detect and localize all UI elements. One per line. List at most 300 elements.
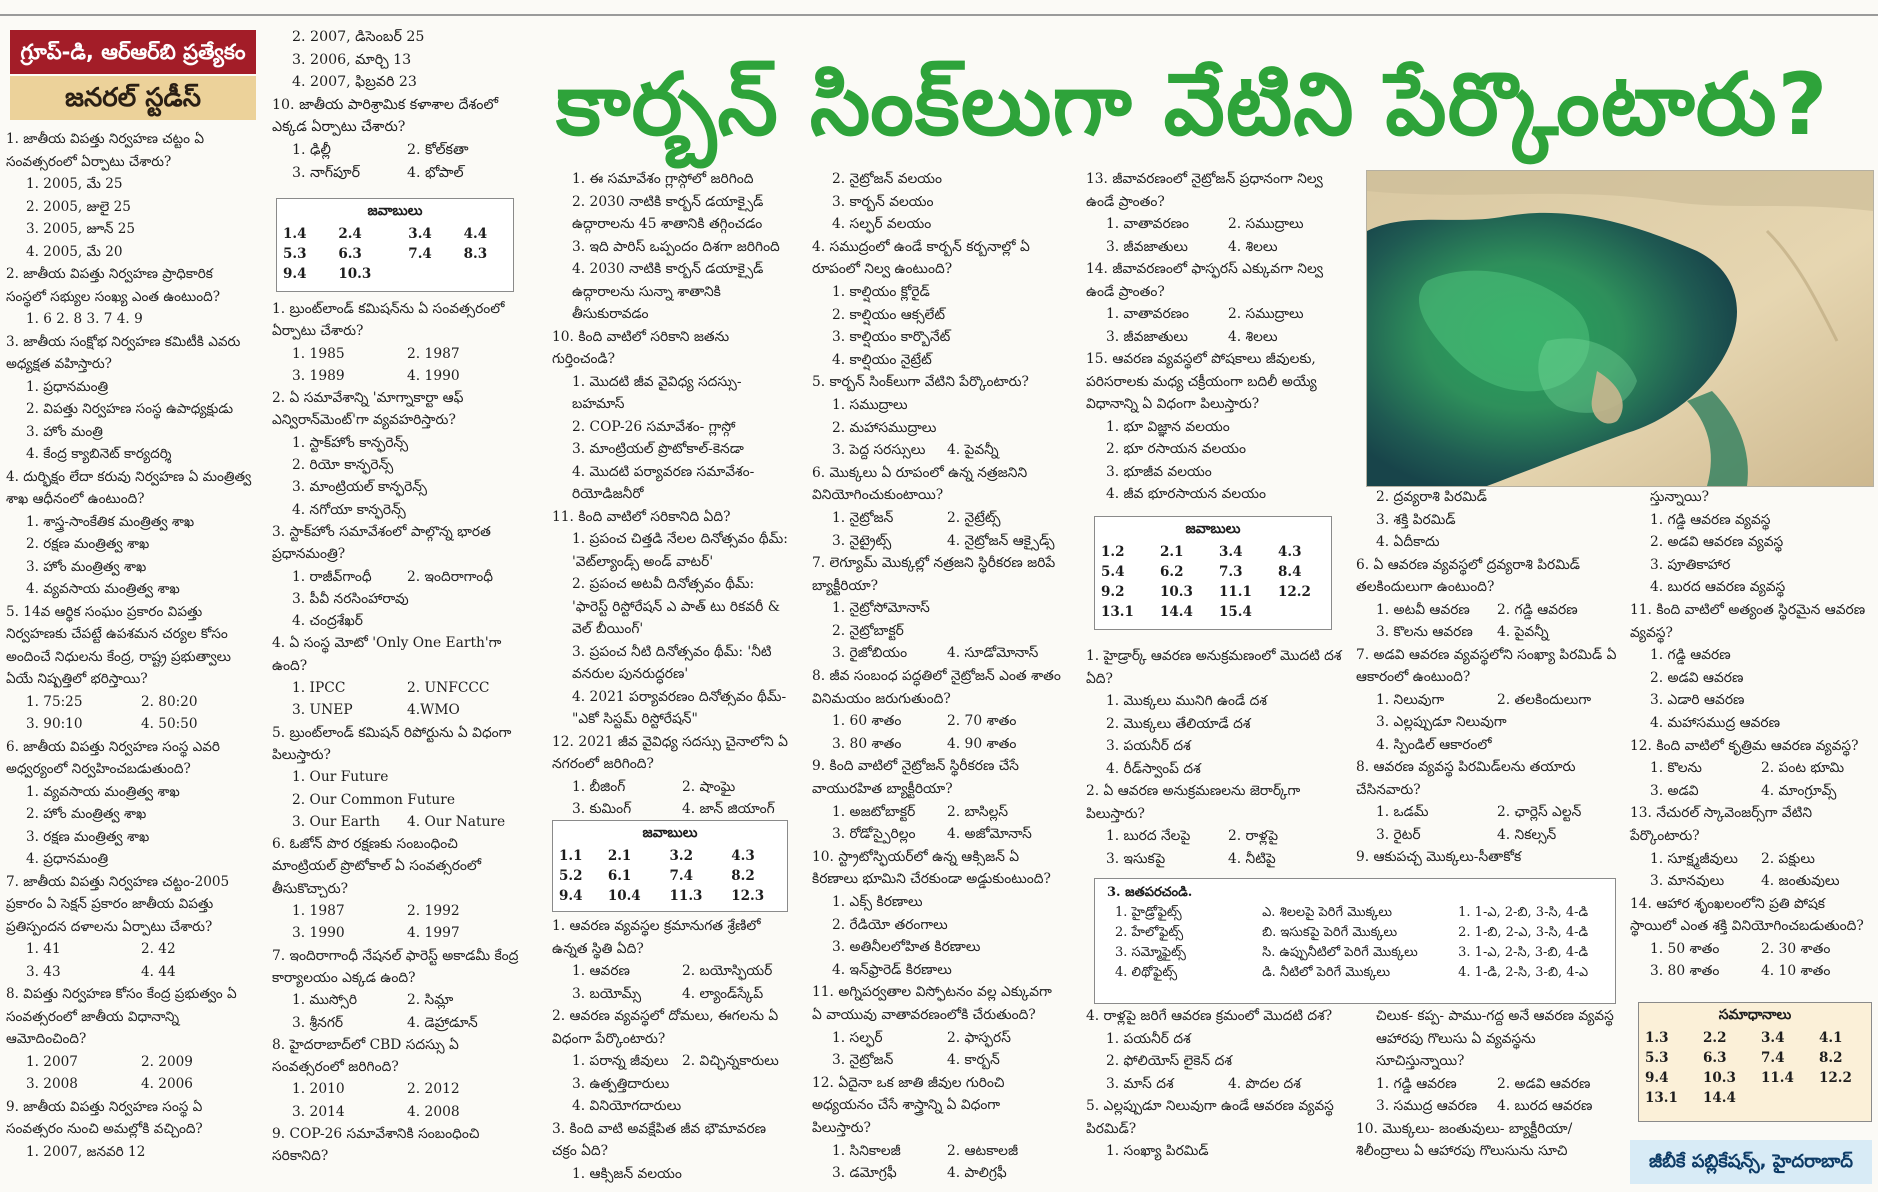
answers-title: జవాబులు (367, 203, 423, 219)
option-text: 3. కుమింగ్‌ (572, 801, 632, 817)
answers-box-2 (552, 820, 788, 912)
question-text: 2. జాతీయ విపత్తు నిర్వహణ ప్రాధికారిక సంస్థలో సభ్యుల సంఖ్య ఎంత ఉంటుంది? (6, 266, 221, 305)
match-item: సి. ఉప్పునీటిలో పెరిగే మొక్కలు (1262, 945, 1418, 960)
option-pair (1650, 757, 1872, 780)
question-text: 4. ఏ సంస్థ మోటో 'Only One Earth'గా ఉంది? (272, 635, 502, 674)
question-text: 6. మొక్కలు ఏ రూపంలో ఉన్న నత్రజనిని వినియోగించుకుంటాయి? (812, 464, 1028, 504)
option-text: 2. రేడియో తరంగాలు (832, 916, 948, 933)
question-text: 14. ఆహార శృంఖలంలోని ప్రతి పోషక స్థాయిలో ఎంత శక్తి వినియోగించబడుతుంది? (1630, 895, 1864, 935)
answer-cell: 4.1 (1819, 1030, 1843, 1046)
question-text: 13. జీవావరణంలో నైట్రోజన్‌ ప్రధానంగా నిల్వ ఉండే ప్రాంతం? (1086, 171, 1323, 210)
answer-cell: 6.1 (607, 868, 632, 884)
option-pair (292, 1078, 522, 1100)
option-text: 1. అజటోబాక్టర్‌ (832, 803, 916, 820)
option-text: 2. 70 శాతం (947, 713, 1017, 730)
answer-cell (1755, 1088, 1813, 1108)
question-text: 1. బ్రుంట్‌లాండ్‌ కమిషన్‌ను ఏ సంవత్సరంలో ఏర్పాటు చేశారు? (272, 301, 505, 340)
satellite-photo (1366, 170, 1874, 487)
option-text: 2. రాళ్లపై (1228, 828, 1279, 844)
option-pair (832, 439, 1062, 462)
column-3 (552, 168, 792, 821)
question-text: 7. ఇందిరాగాంధీ నేషనల్‌ ఫారెస్ట్‌ అకాడమీ కేంద్ర కార్యాలయం ఎక్కడ ఉంది? (272, 947, 519, 986)
answer-cell: 3.2 (669, 848, 694, 864)
question-text: 10. మొక్కలు- జంతువులు- బ్యాక్టీరియా/ శిలీంద్రాలు ఏ ఆహారపు గొలుసును సూచి (1356, 1120, 1573, 1159)
option-text: 4. జంతువులు (1761, 873, 1840, 890)
question-text: 10. జాతీయ పారిశ్రామిక కళాశాల దేశంలో ఎక్కడ ఏర్పాటు చేశారు? (272, 96, 499, 136)
answers-box-3 (1094, 516, 1332, 630)
answer-cell: 9.4 (1645, 1070, 1669, 1086)
option-text: 2. COP-26 సమావేశం- గ్లాస్గో (572, 418, 736, 435)
option-pair (292, 699, 522, 721)
match-item: 1. హైడ్రోఫైట్స్‌ (1115, 905, 1182, 920)
option-text: 3. 2006, మార్చి 13 (292, 51, 412, 68)
column-2-top (272, 26, 522, 184)
option-text: 1. ఈ సమావేశం గ్లాస్గోలో జరిగింది (572, 171, 754, 187)
option-text: 2. రక్షణ మంత్రిత్వ శాఖ (26, 536, 150, 552)
option-text: 3. 2005, జూన్‌ 25 (26, 221, 136, 237)
option-text: 2. గడ్డి ఆవరణ (1497, 601, 1578, 618)
option-text: 1. పయనీర్‌ దశ (1106, 1030, 1191, 1047)
option-text: 3. 80 శాతం (832, 735, 902, 752)
option-text: 4. అజోమోనాస్‌ (947, 826, 1032, 843)
option-text: 4. సూడోమోనాస్‌ (947, 645, 1039, 662)
question-text: 7. జాతీయ విపత్తు నిర్వహణ చట్టం-2005 ప్రకారం ఏ సెక్షన్‌ ప్రకారం జాతీయ విపత్తు ప్రతిస్పందన దళాలను ఏర్పాటు చేశారు? (6, 873, 230, 935)
option-text: 4. ఇన్‌ఫ్రారెడ్‌ కిరణాలు (832, 961, 952, 978)
option-text: 1. నైట్రోసోమోనాస్‌ (832, 600, 930, 617)
option-text: 2. అడవి ఆవరణ (1650, 669, 1744, 686)
option-text: 1. బీజింగ్‌ (572, 778, 626, 795)
option-text: 3. UNEP (292, 702, 353, 719)
column-6 (1356, 486, 1618, 869)
option-text: 2. ప్రపంచ అటవీ దినోత్సవం థీమ్‌: 'ఫారెస్ట్‌ రిస్టోరేషన్‌ ఎ పాత్‌ టు రికవరీ & వెల్‌ బీయింగ్‌' (572, 576, 780, 637)
option-text: 3. అడవి (1650, 782, 1699, 799)
option-pair (1106, 1073, 1350, 1096)
option-pair (292, 162, 522, 185)
option-text: 3. బయోమ్స్‌ (572, 985, 642, 1002)
option-text: 3. నాగ్‌పూర్‌ (292, 164, 361, 181)
option-pair (1106, 825, 1350, 848)
answer-cell: 8.2 (1819, 1050, 1843, 1066)
option-text: 3. భూజీవ వలయం (1106, 463, 1212, 480)
option-text: 2. 2009 (141, 1053, 193, 1070)
question-text: 6. జాతీయ విపత్తు నిర్వహణ సంస్థ ఎవరి అధ్వర్యంలో నిర్వహించబడుతుంది? (6, 738, 220, 777)
question-text: 11. అగ్నిపర్వతాల విస్ఫోటనం వల్ల ఎక్కువగా ఏ వాయువు వాతావరణంలోకి చేరుతుంది? (812, 984, 1052, 1023)
option-text: 2. నైట్రేట్స్‌ (947, 509, 1001, 526)
option-text: 1. భూ విజ్ఞాన వలయం (1106, 418, 1230, 435)
option-text: 3. పూతికాహార (1650, 556, 1731, 573)
answer-cell: 5.3 (283, 246, 307, 262)
option-text: 3. శ్రీనగర్‌ (292, 1014, 344, 1031)
option-text: 3. 43 (26, 963, 61, 980)
option-text: 1. గడ్డి ఆవరణ వ్యవస్థ (1650, 511, 1771, 528)
option-text: 2. ఇందిరాగాంధీ (407, 568, 494, 585)
answer-cell: 5.2 (559, 868, 583, 884)
question-text: 10. స్ట్రాటోస్ఫియర్‌లో ఉన్న ఆక్సిజన్‌ ఏ కిరణాలు భూమిని చేరకుండా అడ్డుకుంటుంది? (812, 848, 1051, 888)
option-text: 2. ద్రవ్యరాశి పిరమిడ్‌ (1376, 489, 1487, 505)
option-text: స్తున్నాయి? (1650, 489, 1709, 505)
option-text: 4. స్పిండిల్‌ ఆకారంలో (1376, 736, 1492, 753)
option-pair (292, 989, 522, 1011)
answers-title: సమాధానాలు (1718, 1007, 1792, 1023)
match-item: ఎ. శిలలపై పెరిగే మొక్కలు (1262, 905, 1393, 920)
answers-row (1095, 542, 1331, 562)
answer-cell: 6.2 (1160, 564, 1184, 580)
match-item: బి. ఇసుకపై పెరిగే మొక్కలు (1262, 925, 1398, 940)
answer-cell: 10.3 (1160, 584, 1193, 600)
option-pair (292, 900, 522, 922)
option-text: 4. రీడ్‌స్వాంప్‌ దశ (1106, 760, 1201, 777)
option-text: 1. 75:25 (26, 693, 83, 710)
answer-cell: 1.4 (283, 226, 307, 242)
question-text: 8. ఆవరణ వ్యవస్థ పిరమిడ్‌లను తయారు చేసినవారు? (1356, 759, 1576, 798)
option-text: 4. నీటిపై (1228, 850, 1276, 867)
answer-cell: 3.4 (408, 226, 432, 242)
column-2 (272, 298, 522, 1168)
option-pair (1376, 621, 1618, 644)
answers-table (1095, 542, 1331, 622)
option-pair (292, 566, 522, 588)
answer-cell: 1.2 (1101, 544, 1125, 560)
option-text: 3. ఉత్పత్తిదారులు (572, 1075, 670, 1092)
answers-title: జవాబులు (1185, 521, 1241, 537)
option-text: 3. 1989 (292, 367, 345, 384)
option-text: 3. ప్రపంచ నీటి దినోత్సవం థీమ్‌: 'నీటి వనరుల పునరుద్ధరణ' (572, 643, 772, 682)
question-text: 11. కింది వాటిలో అత్యంత స్థిరమైన ఆవరణ వ్యవస్థ? (1630, 601, 1866, 641)
option-text: 1. నైట్రోజన్‌ (832, 509, 894, 526)
option-text: 4. 2021 పర్యావరణం దినోత్సవం థీమ్‌- "ఎకో సిస్టమ్‌ రిస్టోరేషన్‌" (572, 688, 787, 727)
answers-title: జవాబులు (642, 825, 698, 841)
option-text: 2. సముద్రాలు (1228, 306, 1304, 322)
option-text: 2. 30 శాతం (1761, 940, 1831, 957)
option-pair (292, 811, 522, 833)
question-text: 11. కింది వాటిలో సరికానిది ఏది? (552, 508, 731, 525)
answers-row (1639, 1068, 1871, 1088)
option-text: 1. 2007, జనవరి 12 (26, 1143, 146, 1160)
option-text: 4. డెహ్రాడూన్‌ (407, 1014, 478, 1031)
option-text: 4. నగోయా కాన్ఫరెన్స్‌ (292, 501, 406, 518)
option-text: 3. ఎల్లప్పుడూ నిలువుగా (1376, 714, 1507, 730)
option-text: 2. Our Common Future (292, 791, 455, 808)
option-text: 4. జీవ భూరసాయన వలయం (1106, 486, 1266, 502)
option-text: 1. వాతావరణం (1106, 216, 1190, 232)
option-text: 4. Our Nature (407, 813, 506, 830)
option-text: 1. కొలను (1650, 760, 1702, 777)
page-headline: కార్బన్‌ సింక్‌లుగా వేటిని పేర్కొంటారు? (556, 55, 1829, 155)
option-pair (832, 1140, 1062, 1163)
option-text: 4. పైవన్నీ (947, 442, 999, 459)
column-7 (1630, 486, 1872, 983)
question-text: 9. COP-26 సమావేశానికి సంబంధించి సరికానిది? (272, 1125, 480, 1165)
option-pair (1650, 938, 1872, 961)
answers-table (1639, 1028, 1871, 1108)
option-pair (1376, 824, 1618, 847)
satellite-image-svg (1367, 171, 1873, 486)
question-text: 1. హైడ్రార్క్‌ ఆవరణ అనుక్రమణంలో మొదటి దశ ఏది? (1086, 648, 1342, 687)
option-text: 2. బయోస్ఫియర్‌ (682, 963, 773, 979)
option-text: 2. తలకిందులుగా (1497, 691, 1592, 708)
answers-row (1095, 602, 1331, 622)
match-item: 2. హేలోఫైట్స్‌ (1115, 925, 1184, 940)
answers-table (277, 224, 513, 284)
match-item: డి. నీటిలో పెరిగే మొక్కలు (1262, 965, 1391, 980)
question-text: 5. ఎల్లప్పుడూ నిలువుగా ఉండే ఆవరణ వ్యవస్థ పిరమిడ్‌? (1086, 1098, 1334, 1137)
option-pair (1376, 1073, 1618, 1096)
option-text: 3. మానవులు (1650, 873, 1725, 890)
answer-cell: 7.4 (408, 246, 432, 262)
option-text: 1. ఢిల్లీ (292, 141, 331, 158)
option-pair (26, 1051, 256, 1074)
answer-cell: 8.4 (1278, 564, 1302, 580)
option-text: 2. ఫాస్ఫరస్‌ (947, 1029, 1011, 1046)
option-text: 1. 1985 (292, 345, 345, 362)
answers-row (1095, 582, 1331, 602)
option-text: 2. మొక్కలు తేలియాడే దశ (1106, 715, 1251, 732)
option-text: 4. నికల్సన్‌ (1497, 826, 1557, 843)
question-text: 8. హైదరాబాద్‌లో CBD సదస్సు ఏ సంవత్సరంలో జరిగింది? (272, 1036, 459, 1076)
answer-cell (458, 264, 513, 284)
option-text: 3. కొలను ఆవరణ (1376, 624, 1473, 640)
option-pair (1650, 780, 1872, 803)
answer-cell: 9.4 (283, 266, 307, 282)
answer-cell: 13.1 (1101, 604, 1134, 620)
option-text: 4. నైట్రోజన్‌ ఆక్సైడ్స్‌ (947, 532, 1055, 549)
option-pair (572, 798, 792, 821)
question-text: 1. ఆవరణ వ్యవస్థల క్రమానుగత శ్రేణిలో ఉన్నత స్థితి ఏది? (552, 918, 761, 957)
question-text: 5. బ్రుంట్‌లాండ్‌ కమిషన్‌ రిపోర్టును ఏ విధంగా పిలుస్తారు? (272, 724, 512, 763)
option-text: 4. పొదల దశ (1228, 1075, 1301, 1092)
option-text: 3. నైట్రోజన్‌ (832, 1052, 894, 1069)
answers-row (1639, 1088, 1871, 1108)
option-text: 1. రాజీవ్‌గాంధీ (292, 568, 372, 585)
question-text: 10. కింది వాటిలో సరికాని జతను గుర్తించండి? (552, 328, 730, 367)
question-text: 14. జీవావరణంలో ఫాస్ఫరస్‌ ఎక్కువగా నిల్వ ఉండే ప్రాంతం? (1086, 261, 1324, 300)
answer-cell: 8.2 (731, 868, 755, 884)
answer-cell: 1.3 (1645, 1030, 1669, 1046)
answer-cell: 3.4 (1761, 1030, 1785, 1046)
option-text: 2. ఆటకాలజీ (947, 1142, 1019, 1159)
answer-cell: 11.4 (1761, 1070, 1794, 1086)
answer-cell: 11.3 (669, 888, 703, 904)
option-pair (1650, 870, 1872, 893)
option-text: 4. చంద్రశేఖర్‌ (292, 613, 363, 630)
option-text: 3. మాంట్రియల్‌ ప్రొటోకాల్‌-కెనడా (572, 441, 744, 457)
option-text: 3. సముద్ర ఆవరణ (1376, 1098, 1478, 1114)
option-pair (1376, 689, 1618, 712)
match-item: 1. 1-ఎ, 2-బి, 3-సి, 4-డి (1458, 905, 1589, 920)
answer-cell (1813, 1088, 1871, 1108)
answer-cell: 1.1 (559, 848, 583, 864)
option-text: 2. 2030 నాటికి కార్బన్‌ డయాక్సైడ్‌ ఉద్గారాలను 45 శాతానికి తగ్గించడం (572, 193, 764, 232)
answers-table (553, 846, 787, 906)
answers-row (553, 886, 787, 906)
option-text: 4. భోపాల్‌ (407, 164, 464, 181)
option-text: 3. రైజోబియం (832, 645, 908, 662)
option-text: 2. ఫోలియోస్‌ లైకెన్‌ దశ (1106, 1053, 1232, 1069)
option-text: 1. వాతావరణం (1106, 306, 1190, 322)
option-text: 3. నైట్రైట్స్‌ (832, 532, 892, 549)
option-pair (1106, 848, 1350, 871)
option-text: 1. ఆక్సిజన్‌ వలయం (572, 1165, 682, 1182)
option-pair (292, 139, 522, 162)
option-text: 1. సముద్రాలు (832, 396, 908, 413)
column-5-bottom (1086, 1005, 1350, 1163)
option-text: 1. శాస్త్ర-సాంకేతిక మంత్రిత్వ శాఖ (26, 513, 195, 530)
option-text: 4. పైవన్నీ (1497, 624, 1549, 640)
answers-row (553, 846, 787, 866)
option-text: 1. 50 శాతం (1650, 940, 1720, 957)
option-pair (572, 960, 792, 983)
question-text: 9. ఆకుపచ్చ మొక్కలు-సీతాకోక (1356, 849, 1522, 865)
option-text: 2. విచ్ఛిన్నకారులు (682, 1053, 779, 1069)
question-text: 2. ఏ సమావేశాన్ని 'మాగ్నాకార్టా ఆఫ్‌ ఎన్విరాన్‌మెంట్‌'గా వ్యవహరిస్తారు? (272, 390, 464, 429)
answer-cell: 3.4 (1219, 544, 1243, 560)
match-item: 3. సమ్మోఫైట్స్‌ (1115, 945, 1186, 960)
answer-cell (402, 264, 457, 284)
option-text: 2. UNFCCC (407, 680, 490, 697)
answer-cell: 4.3 (731, 848, 755, 864)
option-text: 3. 2014 (292, 1103, 345, 1120)
answer-cell: 8.3 (463, 246, 488, 262)
answer-cell: 10.3 (1703, 1070, 1736, 1086)
answer-cell: 11.1 (1219, 584, 1252, 600)
answer-cell: 15.4 (1219, 604, 1252, 620)
question-text: 15. ఆవరణ వ్యవస్థలో పోషకాలు జీవులకు, పరిసరాలకు మధ్య చక్రీయంగా బదిలీ అయ్యే విధానాన్ని ఏ విధంగా పిలుస్తారు? (1086, 351, 1317, 412)
option-text: 4. 90 శాతం (947, 735, 1017, 752)
option-pair (1106, 236, 1350, 259)
option-text: 2. పక్షులు (1761, 850, 1815, 867)
answers-row (1639, 1048, 1871, 1068)
option-pair (832, 1162, 1062, 1185)
answer-cell: 2.4 (338, 226, 362, 242)
option-text: 1. ఒడమ్‌ (1376, 804, 1429, 820)
question-text: 4. సముద్రంలో ఉండే కార్బన్‌ కర్బనాల్లో ఏ రూపంలో నిల్వ ఉంటుంది? (812, 238, 1030, 278)
option-pair (1106, 326, 1350, 349)
option-text: 1. కాల్షియం క్లోరైడ్‌ (832, 283, 930, 300)
option-text: 2. సముద్రాలు (1228, 216, 1304, 232)
question-text: 3. జాతీయ సంక్షోభ నిర్వహణ కమిటీకి ఎవరు అధ్యక్షత వహిస్తారు? (6, 333, 241, 372)
option-text: 4. జాన్‌ జియాంగ్‌ (682, 801, 775, 817)
option-text: 2. 2005, జులై 25 (26, 198, 131, 215)
option-text: 1. సినికాలజీ (832, 1142, 901, 1159)
option-text: 1. 2007 (26, 1053, 78, 1070)
option-text: 1. ముస్సోరి (292, 992, 358, 1009)
answers-box-4 (1638, 1002, 1872, 1122)
section-tag: గ్రూప్‌-డి, ఆర్‌ఆర్‌బి ప్రత్యేకం (10, 30, 256, 74)
question-text: 12. కింది వాటిలో కృత్రిమ ఆవరణ వ్యవస్థ? (1630, 737, 1859, 754)
answers-row (1095, 562, 1331, 582)
option-pair (572, 1050, 792, 1073)
question-text: 2. ఏ ఆవరణ అనుక్రమణలను జెరార్క్‌గా పిలుస్తారు? (1086, 783, 1301, 822)
column-5 (1086, 645, 1350, 870)
option-text: 4. ప్రధానమంత్రి (26, 851, 109, 867)
option-pair (832, 801, 1062, 824)
option-text: 4. వినియోగదారులు (572, 1098, 682, 1114)
option-text: 4. 1997 (407, 925, 460, 942)
option-text: 4. ల్యాండ్‌స్కేప్‌ (682, 985, 764, 1002)
column-3-bottom (552, 915, 792, 1185)
option-text: 4. శిలలు (1228, 238, 1278, 255)
option-text: 3. మాంట్రియల్‌ కాన్ఫరెన్స్‌ (292, 479, 427, 496)
option-pair (832, 507, 1062, 530)
question-text: 12. ఏదైనా ఒక జాతి జీవుల గురించి అధ్యయనం చేసే శాస్త్రాన్ని ఏ విధంగా పిలుస్తారు? (812, 1074, 1005, 1136)
answer-cell: 10.3 (338, 266, 372, 282)
match-item: 4. 1-డి, 2-సి, 3-బి, 4-ఎ (1458, 965, 1589, 980)
option-text: 1. స్టాక్‌హోం కాన్ఫరెన్స్‌ (292, 434, 409, 451)
option-pair (292, 343, 522, 365)
option-pair (1376, 599, 1618, 622)
option-pair (1376, 1095, 1618, 1118)
option-text: 4. మొదటి పర్యావరణ సమావేశం- రియోడిజనీరో (572, 463, 755, 502)
option-text: 2. 1992 (407, 903, 460, 920)
option-text: 4. బురద ఆవరణ (1497, 1098, 1593, 1114)
option-text: 4. 10 శాతం (1761, 963, 1831, 980)
option-text: 4. 2008 (407, 1103, 460, 1120)
answer-cell: 5.3 (1645, 1050, 1669, 1066)
question-text: 3. స్టాక్‌హోం సమావేశంలో పాల్గొన్న భారత ప్రధానమంత్రి? (272, 523, 491, 563)
match-right-column (1458, 903, 1615, 983)
match-item: 4. లిథోఫైట్స్‌ (1115, 965, 1178, 980)
option-text: 2. 80:20 (141, 693, 198, 710)
option-text: 1. 2010 (292, 1081, 345, 1098)
option-text: 4. ఏదీకాదు (1376, 534, 1440, 550)
option-text: 1. సల్ఫర్‌ (832, 1029, 883, 1046)
answer-cell: 13.1 (1645, 1090, 1678, 1106)
answers-box-1 (276, 198, 514, 292)
option-text: 1. పరాన్న జీవులు (572, 1053, 669, 1069)
option-text: 4. బురద ఆవరణ వ్యవస్థ (1650, 579, 1786, 596)
answer-cell: 7.4 (669, 868, 694, 884)
answer-cell: 7.3 (1219, 564, 1243, 580)
option-text: 1. 60 శాతం (832, 713, 902, 730)
question-text: 9. జాతీయ విపత్తు నిర్వహణ సంస్థ ఏ సంవత్సరం నుంచి అమల్లోకి వచ్చింది? (6, 1098, 203, 1137)
option-text: 1. సంఖ్యా పిరమిడ్‌ (1106, 1143, 1209, 1159)
question-text: 4. రాళ్లపై జరిగే ఆవరణ క్రమంలో మొదటి దశ? (1086, 1008, 1333, 1024)
option-pair (572, 983, 792, 1006)
answer-cell: 12.3 (731, 888, 765, 904)
question-text: 8. జీవ సంబంధ పద్ధతిలో నైట్రోజన్‌ ఎంత శాతం వినిమయం జరుగుతుంది? (812, 668, 1061, 707)
option-text: 4. 2006 (141, 1076, 193, 1092)
answer-cell: 14.4 (1160, 604, 1193, 620)
option-text: 4. కాల్షియం నైట్రేట్‌ (832, 351, 932, 368)
option-pair (832, 823, 1062, 846)
option-pair (832, 1049, 1062, 1072)
answer-cell: 2.2 (1703, 1030, 1727, 1046)
option-pair (292, 922, 522, 944)
option-pair (1376, 801, 1618, 824)
answer-cell: 7.4 (1761, 1050, 1785, 1066)
column-6-bottom (1356, 1005, 1618, 1163)
option-text: 4. సల్ఫర్‌ వలయం (832, 216, 932, 233)
option-pair (26, 713, 256, 736)
option-text: 2. కోల్‌కతా (407, 141, 469, 158)
option-text: 4. 2005, మే 20 (26, 243, 123, 260)
option-text: 1. గడ్డి ఆవరణ (1376, 1075, 1457, 1092)
option-text: 3. 1990 (292, 925, 345, 942)
question-text: 8. విపత్తు నిర్వహణ కోసం కేంద్ర ప్రభుత్వం ఏ సంవత్సరంలో జాతీయ విధానాన్ని ఆమోదించింది? (6, 986, 237, 1047)
option-pair (832, 530, 1062, 553)
option-text: 4. మాంగ్రూవ్స్‌ (1761, 782, 1837, 799)
option-text: 1. అటవీ ఆవరణ (1376, 601, 1470, 618)
question-text: 5. 14వ ఆర్థిక సంఘం ప్రకారం విపత్తు నిర్వహణకు చేపట్టే ఉపశమన చర్యల కోసం అందించే నిధులను కేంద్ర, రాష్ట్ర ప్రభుత్వాలు ఏయే నిష్పత్తిలో భరిస్తాయి? (6, 603, 232, 687)
option-text: చిలుక- కప్ప- పాము-గద్ద అనే ఆవరణ వ్యవస్థ ఆహారపు గొలుసు ఏ వ్యవస్థను సూచిస్తున్నాయి? (1376, 1008, 1614, 1069)
question-text: 5. కార్బన్‌ సింక్‌లుగా వేటిని పేర్కొంటారు? (812, 374, 1029, 391)
answer-cell: 9.4 (559, 888, 583, 904)
option-text: 3. కాల్షియం కార్బొనేట్‌ (832, 329, 951, 346)
question-text: 7. లెగ్యూమ్‌ మొక్కల్లో నత్రజని స్థిరీకరణ జరిపే బ్యాక్టీరియా? (812, 555, 1056, 594)
match-question: 3. జతపరచండి. (1107, 885, 1193, 900)
option-pair (26, 961, 256, 984)
option-text: 3. ఎడారి ఆవరణ (1650, 692, 1745, 709)
